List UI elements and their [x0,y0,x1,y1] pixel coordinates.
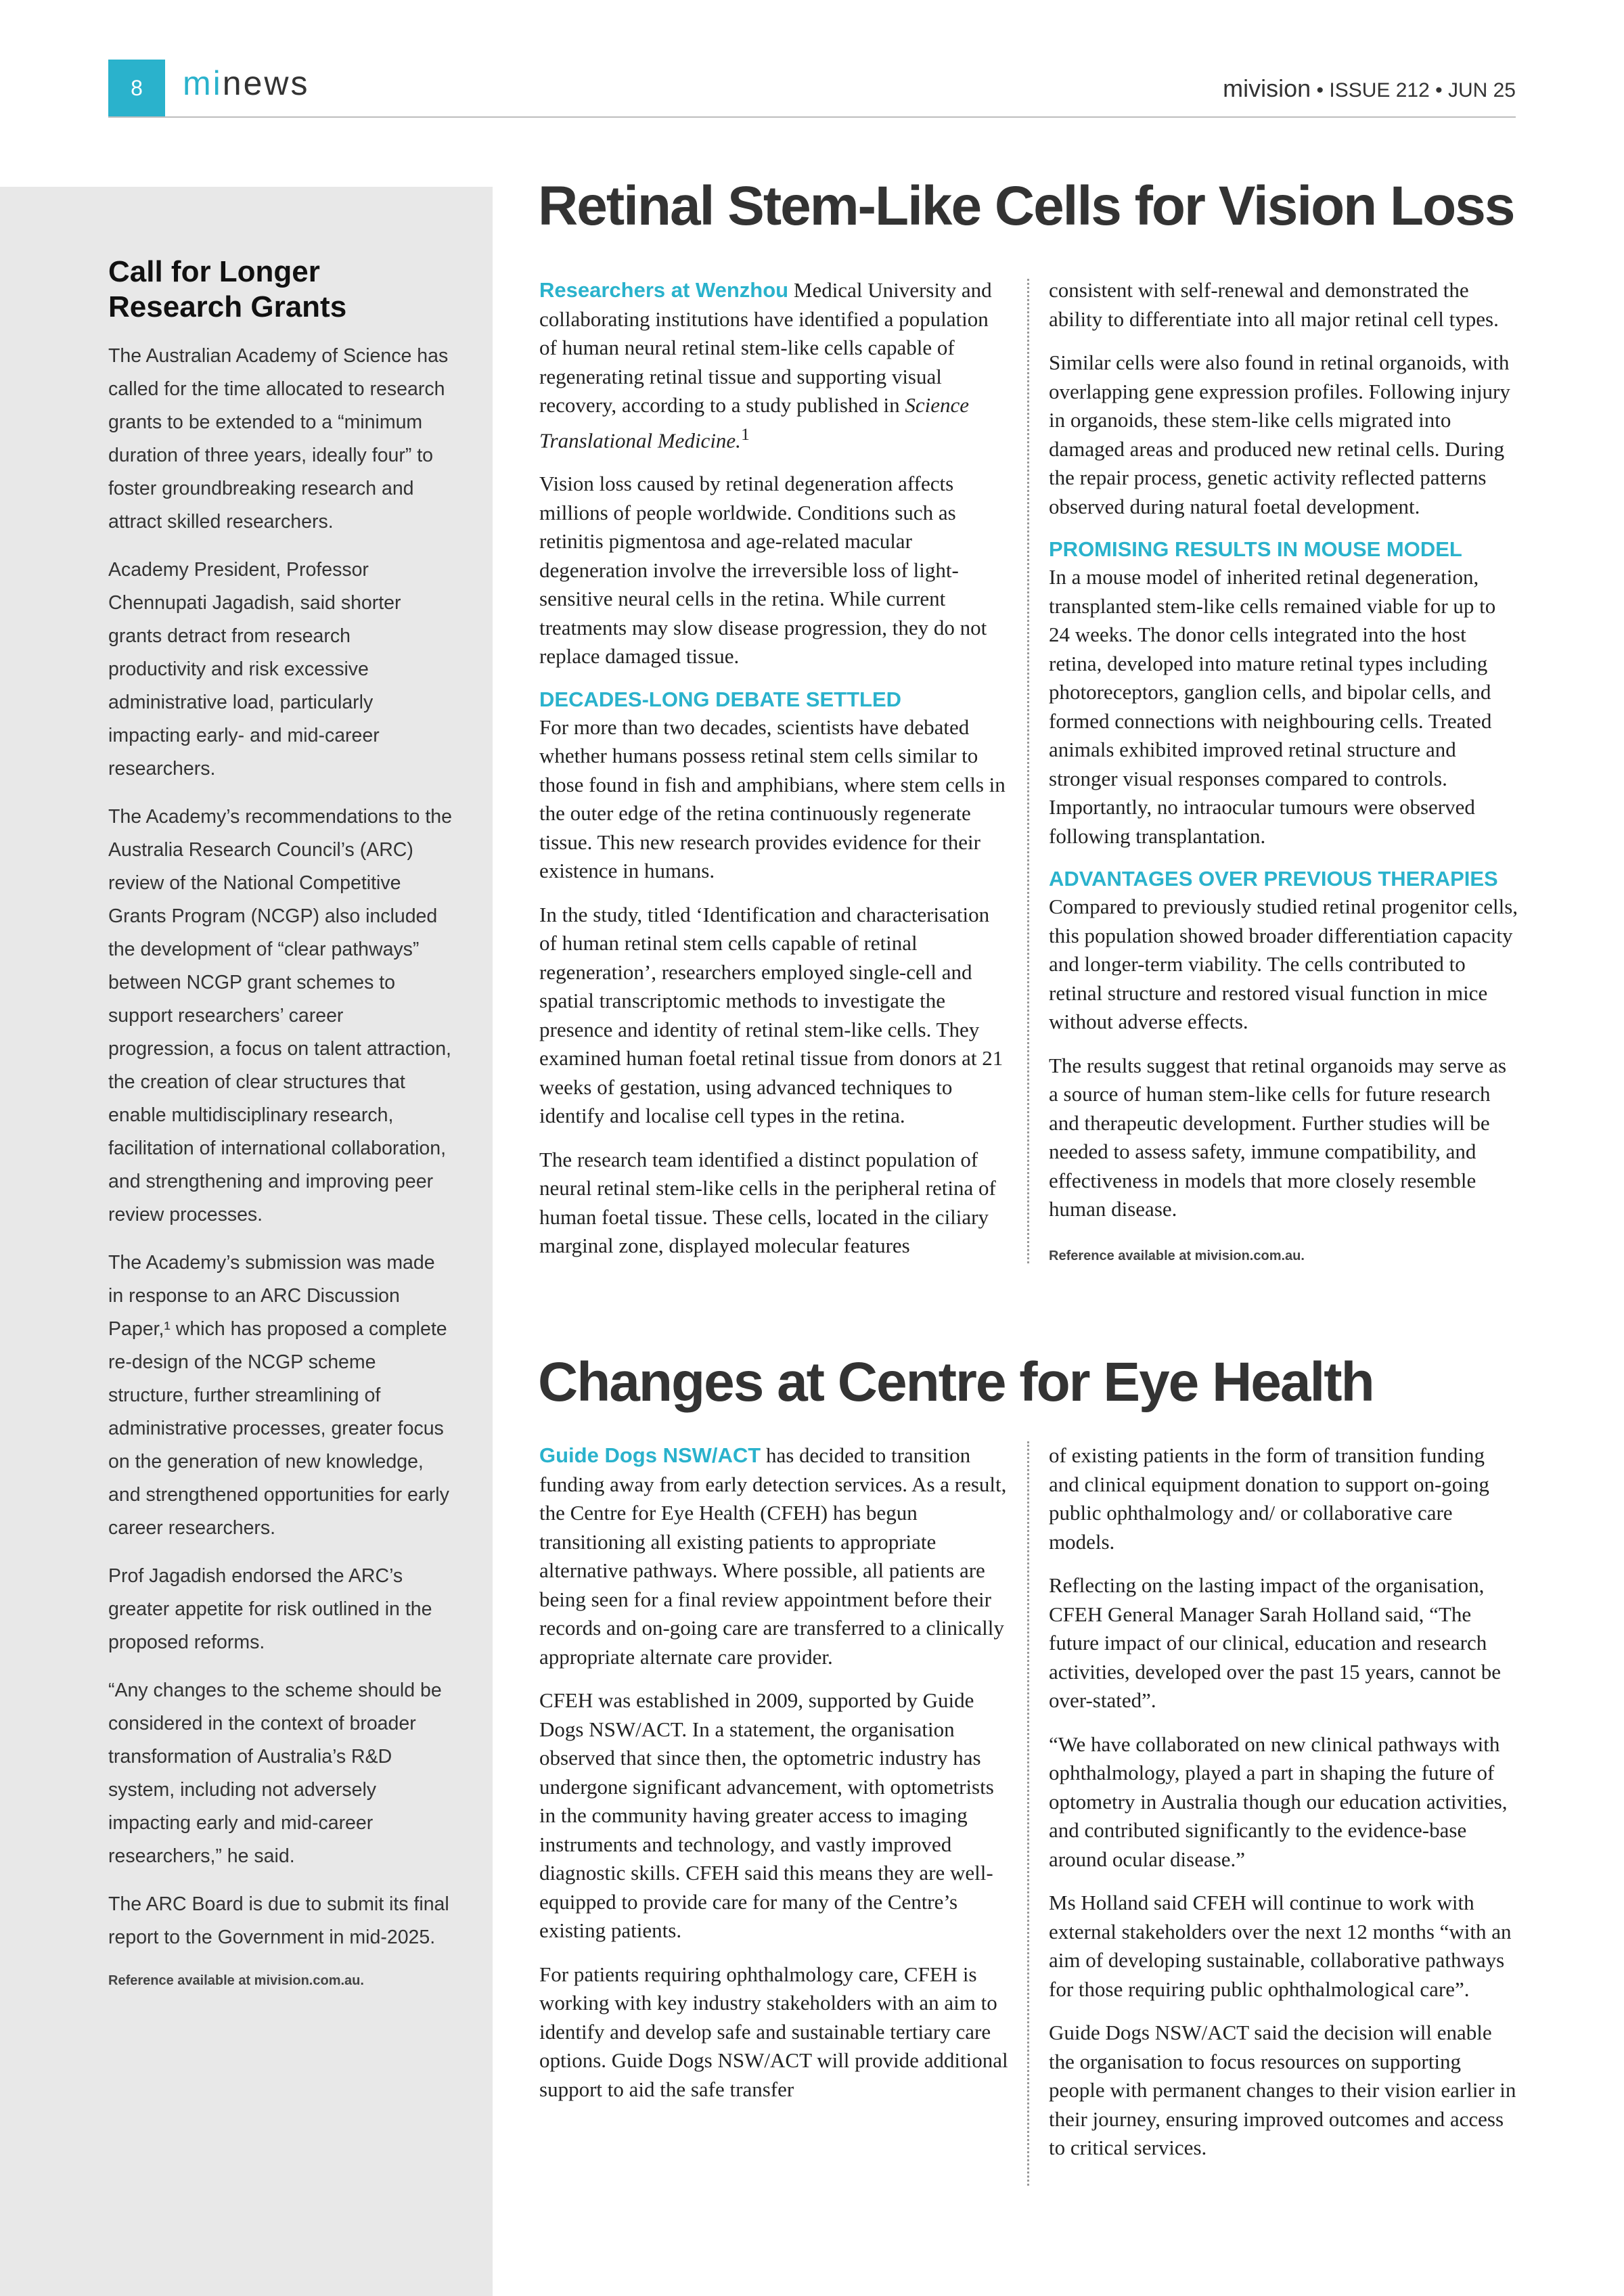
magazine-name: mivision [1223,74,1311,102]
article-1-paragraph: The research team identified a distinct population of neural retinal stem-like cells in the peripheral retina of human foetal tissue. These cells, located in the ciliary marginal zone, displayed molecular features [539,1147,996,1258]
sidebar-paragraph: The ARC Board is due to submit its final report to the Government in mid-2025. [108,1893,449,1948]
article-2-paragraph: of existing patients in the form of transition funding and clinical equipment donation to support on-going public ophthalmology and/ or collaborative care models. [1049,1443,1489,1554]
page-header [0,0,1624,122]
section-brand [183,64,310,103]
article-2-title: Changes at Centre for Eye Health [538,1351,1374,1413]
article-2-paragraph: Guide Dogs NSW/ACT said the decision will enable the organisation to focus resources on supporting people with permanent changes to their vision earlier in their journey, ensuring improved outcomes and access to critical services. [1049,2021,1516,2159]
article-1-subhead: PROMISING RESULTS IN MOUSE MODEL [1049,537,1462,561]
article-1-paragraph: The results suggest that retinal organoids may serve as a source of human stem-like cells for future research and therapeutic development. Further studies will be needed to assess safety, immune compatibility, and effectiveness in models that more closely resemble human disease. [1049,1053,1507,1221]
article-1-subhead: DECADES-LONG DEBATE SETTLED [539,687,902,711]
article-1-reference: Reference available at mivision.com.au. [1049,1248,1305,1263]
article-2-paragraph: “We have collaborated on new clinical pathways with ophthalmology, played a part in shaping the future of optometry in Australia though our education activities, and contributed significantly to the evidence-base around ocular disease.” [1049,1732,1508,1871]
column-divider [1027,279,1029,1263]
article-2-paragraph [539,1441,1010,1671]
article-2-text: has decided to transition funding away from early detection services. As a result, the Centre for Eye Health (CFEH) has begun transitioning all existing patients to appropriate alternative pathways. Where possible, all patients are being seen for a final review appointment before their records and on-going care are transferred to a clinically appropriate alternate care provider. [539,1443,1007,1669]
sidebar-paragraph: Prof Jagadish endorsed the ARC’s greater appetite for risk outlined in the proposed reforms. [108,1565,432,1653]
article-1-paragraph: Compared to previously studied retinal progenitor cells, this population showed broader differentiation capacity and longer-term viability. The cells contributed to retinal structure and restored visual function in mice without adverse effects. [1049,895,1518,1033]
article-2-paragraph: CFEH was established in 2009, supported by Guide Dogs NSW/ACT. In a statement, the organisation observed that since then, the optometric industry has undergone significant advancement, with optometrists in the community having greater access to imaging instruments and technology, and vastly improved diagnostic skills. CFEH said this means they are well-equipped to provide care for many of the Centre’s existing patients. [539,1688,994,1942]
article-1-paragraph: For more than two decades, scientists have debated whether humans possess retinal stem cells similar to those found in fish and amphibians, where stem cells in the outer edge of the retina continuously regenerate tissue. This new research provides evidence for their existence in humans. [539,715,1006,883]
sidebar-reference: Reference available at mivision.com.au. [108,1973,364,1988]
article-1-paragraph: Vision loss caused by retinal degeneration affects millions of people worldwide. Conditions such as retinitis pigmentosa and age-related macular degeneration involve the irreversible loss of light-sensitive neural cells in the retina. While current treatments may slow disease progression, they do not replace damaged tissue. [539,472,987,669]
article-1-text: Medical University and collaborating institutions have identified a population of human neural retinal stem-like cells capable of regenerating retinal tissue and supporting visual recovery, according to a study published in [539,278,992,417]
article-2-paragraph: For patients requiring ophthalmology care, CFEH is working with key industry stakeholders with an aim to identify and develop safe and sustainable tertiary care options. Guide Dogs NSW/ACT will provide additional support to aid the safe transfer [539,1962,1008,2101]
article-1-subhead: ADVANTAGES OVER PREVIOUS THERAPIES [1049,867,1498,891]
page-number: 8 [108,60,165,116]
article-2-paragraph: Reflecting on the lasting impact of the organisation, CFEH General Manager Sarah Holland said, “The future impact of our clinical, education and research activities, developed over the past 15 years, cannot be over-stated”. [1049,1573,1501,1712]
article-1-column-2 [1049,276,1519,1270]
brand-news: news [222,64,310,102]
sidebar-paragraph: “Any changes to the scheme should be considered in the context of broader transformation of Australia’s R&D system, including not adversely impacting early and mid-career researchers,” he said. [108,1680,442,1867]
issue-info [1223,74,1516,103]
footnote-mark: 1 [740,424,750,444]
issue-date: • ISSUE 212 • JUN 25 [1316,79,1516,102]
sidebar-paragraph: The Australian Academy of Science has called for the time allocated to research grants to be extended to a “minimum duration of three years, ideally four” to foster groundbreaking research and attract skilled researchers. [108,345,449,533]
journal-name: Science Translational Medicine. [539,393,969,452]
article-2-column-1 [539,1441,1010,2119]
sidebar-content [108,254,453,1989]
column-divider [1027,1441,1029,2186]
article-2-column-2 [1049,1441,1519,2178]
article-1-paragraph: In the study, titled ‘Identification and characterisation of human retinal stem cells capable of retinal regeneration’, researchers employed single-cell and spatial transcriptomic methods to investigate the presence and identity of retinal stem-like cells. They examined human foetal retinal tissue from donors at 21 weeks of gestation, using advanced techniques to identify and localise cell types in the retina. [539,902,1003,1128]
article-1-paragraph: Similar cells were also found in retinal organoids, with overlapping gene expression profiles. Following injury in organoids, these stem-like cells migrated into damaged areas and produced new retinal cells. During the repair process, genetic activity reflected patterns observed during natural foetal development. [1049,351,1510,518]
sidebar-title: Call for Longer Research Grants [108,255,347,323]
header-rule [108,116,1516,118]
article-2-lead: Guide Dogs NSW/ACT [539,1443,761,1467]
sidebar [0,187,493,2296]
article-2-paragraph: Ms Holland said CFEH will continue to work with external stakeholders over the next 12 months “with an aim of developing sustainable, collaborative pathways for those requiring public ophthalmological care”. [1049,1891,1512,2001]
sidebar-paragraph: The Academy’s recommendations to the Australia Research Council’s (ARC) review of the National Competitive Grants Program (NCGP) also included the development of “clear pathways” between NCGP grant schemes to support researchers’ career progression, a focus on talent attraction, the creation of clear structures that enable multidisciplinary research, facilitation of international collaboration, and strengthening and improving peer review processes. [108,806,452,1225]
sidebar-paragraph: The Academy’s submission was made in response to an ARC Discussion Paper,¹ which has proposed a complete re-design of the NCGP scheme structure, further streamlining of administrative processes, greater focus on the generation of new knowledge, and strengthened opportunities for early career researchers. [108,1252,449,1539]
article-1-paragraph: In a mouse model of inherited retinal degeneration, transplanted stem-like cells remained viable for up to 24 weeks. The donor cells integrated into the host retina, developed into mature retinal types including photoreceptors, ganglion cells, and bipolar cells, and formed connections with neighbouring cells. Treated animals exhibited improved retinal structure and stronger visual responses compared to controls. Importantly, no intraocular tumours were observed following transplantation. [1049,565,1496,848]
article-1-paragraph [539,276,1010,455]
article-1-title: Retinal Stem-Like Cells for Vision Loss [538,175,1514,237]
article-1-lead: Researchers at Wenzhou [539,278,789,302]
brand-mi: mi [183,64,223,102]
article-1-column-1 [539,276,1010,1276]
sidebar-paragraph: Academy President, Professor Chennupati Jagadish, said shorter grants detract from research productivity and risk excessive administrative load, particularly impacting early- and mid-career researchers. [108,559,401,780]
article-1-paragraph: consistent with self-renewal and demonstrated the ability to differentiate into all major retinal cell types. [1049,278,1499,331]
